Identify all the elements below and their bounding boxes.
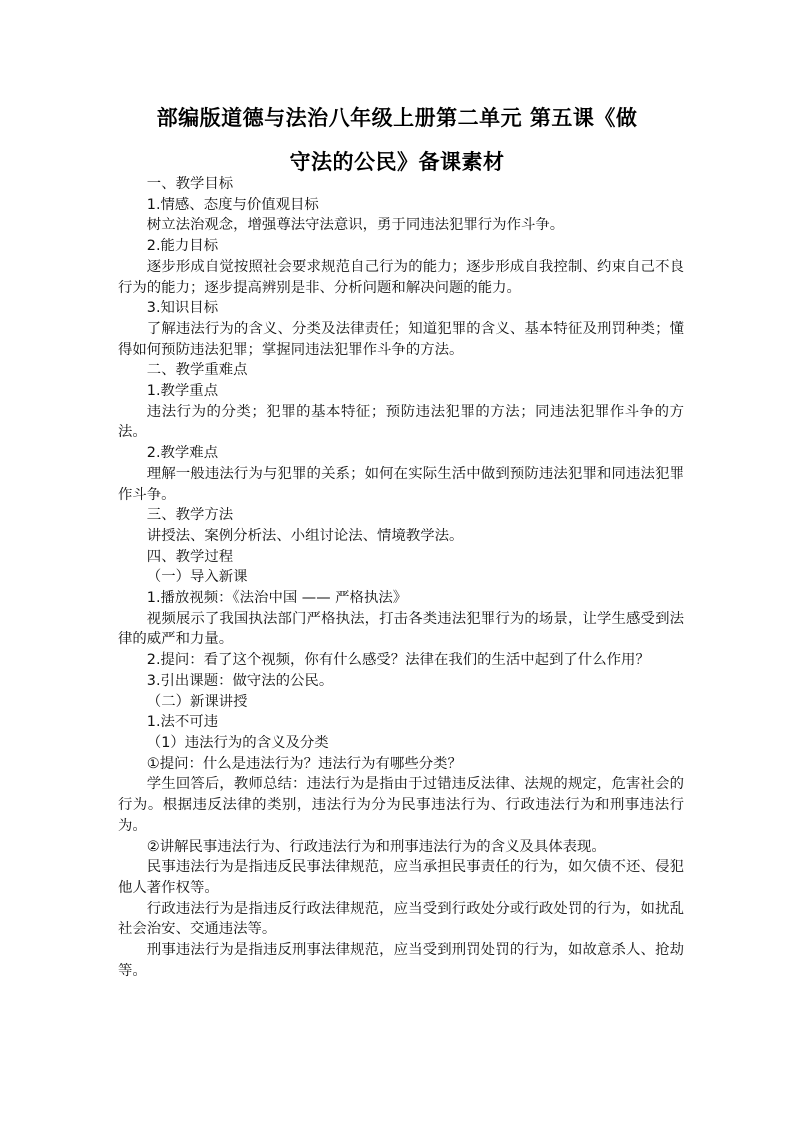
paragraph: 违法行为的分类；犯罪的基本特征；预防违法犯罪的方法；同违法犯罪作斗争的方法。 [118, 403, 684, 441]
title-line-1: 部编版道德与法治八年级上册第二单元 第五课《做 [156, 106, 638, 130]
paragraph: 视频展示了我国执法部门严格执法，打击各类违法犯罪行为的场景，让学生感受到法律的威严和力量。 [118, 610, 684, 648]
paragraph: 理解一般违法行为与犯罪的关系；如何在实际生活中做到预防违法犯罪和同违法犯罪作斗争。 [118, 465, 684, 503]
section-heading-objectives: 一、教学目标 [146, 176, 234, 192]
paragraph: 讲授法、案例分析法、小组讨论法、情境教学法。 [146, 527, 464, 544]
paragraph: 了解违法行为的含义、分类及法律责任；知道犯罪的含义、基本特征及刑罚种类；懂得如何预防违法犯罪；掌握同违法犯罪作斗争的方法。 [118, 320, 684, 358]
paragraph: ①提问：什么是违法行为？违法行为有哪些分类？ [146, 755, 462, 772]
subheading-difficulties: 2.教学难点 [146, 445, 219, 462]
subheading-knowledge-goal: 3.知识目标 [146, 300, 219, 317]
subheading-new-lesson: （二）新课讲授 [146, 693, 248, 710]
paragraph: 逐步形成自觉按照社会要求规范自己行为的能力；逐步形成自我控制、约束自己不良行为的能力；逐步提高辨别是非、分析问题和解决问题的能力。 [118, 258, 684, 296]
paragraph: 2.提问：看了这个视频，你有什么感受？法律在我们的生活中起到了什么作用？ [146, 652, 650, 669]
document-title [100, 96, 694, 184]
title-line-2: 守法的公民》备课素材 [289, 150, 505, 174]
subheading-emotion-goal: 1.情感、态度与价值观目标 [146, 196, 319, 213]
paragraph: 1.播放视频：《法治中国 —— 严格执法》 [146, 590, 408, 607]
paragraph: 刑事违法行为是指违反刑事法律规范，应当受到刑罚处罚的行为，如故意杀人、抢劫等。 [118, 942, 684, 979]
subheading-key-points: 1.教学重点 [146, 383, 219, 400]
subheading-law-inviolable: 1.法不可违 [146, 714, 219, 731]
paragraph: ②讲解民事违法行为、行政违法行为和刑事违法行为的含义及具体表现。 [146, 838, 606, 855]
paragraph: 行政违法行为是指违反行政法律规范，应当受到行政处分或行政处罚的行为，如扰乱社会治安、交通违法等。 [118, 900, 684, 938]
section-heading-methods: 三、教学方法 [146, 507, 234, 524]
paragraph: 民事违法行为是指违反民事法律规范，应当承担民事责任的行为，如欠债不还、侵犯他人著作权等。 [118, 859, 684, 896]
document-body [118, 174, 684, 981]
section-heading-key-points: 二、教学重难点 [146, 362, 248, 379]
section-heading-process: 四、教学过程 [146, 548, 234, 565]
paragraph: 3.引出课题：做守法的公民。 [146, 672, 334, 689]
subheading-ability-goal: 2.能力目标 [146, 238, 219, 255]
paragraph: 树立法治观念，增强尊法守法意识，勇于同违法犯罪行为作斗争。 [146, 217, 565, 234]
subheading-introduction: （一）导入新课 [146, 569, 248, 586]
subheading-illegal-acts: （1）违法行为的含义及分类 [146, 734, 329, 751]
paragraph: 学生回答后，教师总结：违法行为是指由于过错违反法律、法规的规定，危害社会的行为。根据违反法律的类别，违法行为分为民事违法行为、行政违法行为和刑事违法行为。 [118, 776, 684, 834]
